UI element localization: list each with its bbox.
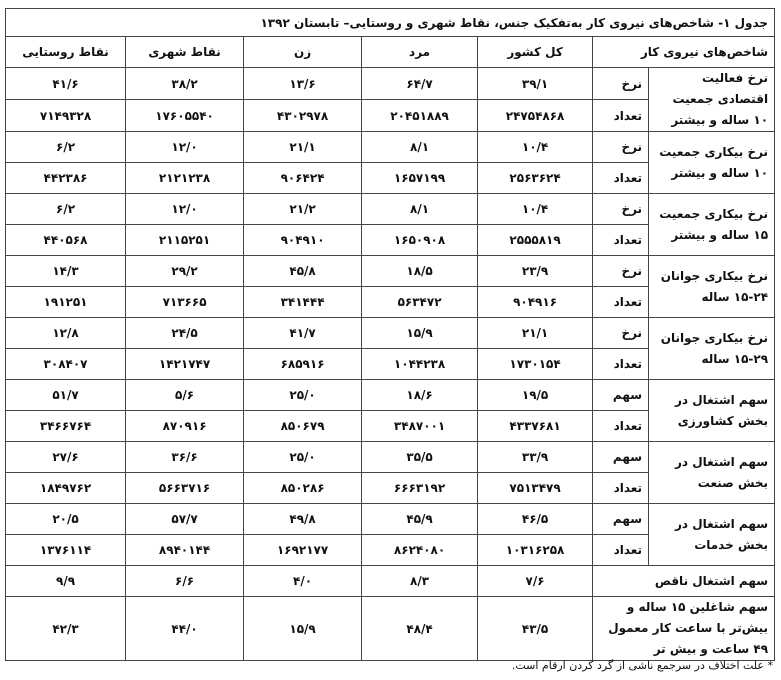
cell-rural: ۱۳۷۶۱۱۴ [6, 535, 126, 566]
cell-total: ۴۳۳۷۶۸۱ [478, 411, 593, 442]
cell-total: ۳۹/۱ [478, 68, 593, 100]
table-row [6, 597, 775, 661]
cell-male: ۱۸/۶ [362, 380, 478, 411]
cell-male: ۱۸/۵ [362, 256, 478, 287]
cell-male: ۴۵/۹ [362, 504, 478, 535]
measure-kind: نرخ [593, 318, 649, 349]
cell-female: ۲۱/۱ [244, 132, 362, 163]
cell-urban: ۱۷۶۰۵۵۴۰ [126, 100, 244, 132]
cell-male: ۱۶۵۷۱۹۹ [362, 163, 478, 194]
cell-total: ۴۳/۵ [478, 597, 593, 661]
cell-urban: ۲۱۱۵۲۵۱ [126, 225, 244, 256]
measure-kind: سهم [593, 380, 649, 411]
cell-urban: ۵/۶ [126, 380, 244, 411]
measure-kind: نرخ [593, 132, 649, 163]
table-row [6, 194, 775, 225]
cell-male: ۱۶۵۰۹۰۸ [362, 225, 478, 256]
header-indicator: شاخص‌های نیروی کار [593, 37, 775, 68]
cell-urban: ۱۴۲۱۷۴۷ [126, 349, 244, 380]
measure-kind: نرخ [593, 256, 649, 287]
cell-rural: ۵۱/۷ [6, 380, 126, 411]
cell-rural: ۱۹۱۲۵۱ [6, 287, 126, 318]
cell-total: ۱۷۳۰۱۵۴ [478, 349, 593, 380]
indicator-label: نرخ بیکاری جمعیت ۱۵ ساله و بیشتر [649, 194, 775, 256]
cell-urban: ۲۹/۲ [126, 256, 244, 287]
cell-rural: ۶/۲ [6, 194, 126, 225]
cell-urban: ۲۴/۵ [126, 318, 244, 349]
cell-total: ۳۳/۹ [478, 442, 593, 473]
cell-total: ۱۰/۴ [478, 194, 593, 225]
table-row [6, 566, 775, 597]
measure-kind: تعداد [593, 349, 649, 380]
indicator-label: نرخ بیکاری جوانان ۲۹-۱۵ ساله [649, 318, 775, 380]
cell-rural: ۴۱/۶ [6, 68, 126, 100]
cell-urban: ۲۱۲۱۲۳۸ [126, 163, 244, 194]
measure-kind: تعداد [593, 225, 649, 256]
table-row [6, 318, 775, 349]
cell-male: ۸/۱ [362, 194, 478, 225]
cell-urban: ۷۱۳۶۶۵ [126, 287, 244, 318]
footnote: * علت اختلاف در سرجمع ناشی از گرد کردن ارقام است. [511, 659, 773, 672]
cell-rural: ۴۴۲۳۸۶ [6, 163, 126, 194]
header-total: کل کشور [478, 37, 593, 68]
cell-male: ۸۶۲۴۰۸۰ [362, 535, 478, 566]
cell-rural: ۳۴۶۶۷۶۴ [6, 411, 126, 442]
measure-kind: تعداد [593, 287, 649, 318]
cell-female: ۴۳۰۲۹۷۸ [244, 100, 362, 132]
cell-male: ۳۴۸۷۰۰۱ [362, 411, 478, 442]
cell-total: ۷۵۱۳۴۷۹ [478, 473, 593, 504]
measure-kind: تعداد [593, 100, 649, 132]
indicator-label: نرخ بیکاری جوانان ۲۴-۱۵ ساله [649, 256, 775, 318]
cell-female: ۴/۰ [244, 566, 362, 597]
table-title: جدول ۱- شاخص‌های نیروی کار به‌تفکیک جنس، نقاط شهری و روستایی– تابستان ۱۳۹۲ [6, 9, 775, 37]
cell-male: ۸/۱ [362, 132, 478, 163]
cell-total: ۲۵۶۳۶۲۴ [478, 163, 593, 194]
labor-force-table [5, 8, 775, 661]
cell-urban: ۸۹۴۰۱۴۴ [126, 535, 244, 566]
cell-total: ۴۶/۵ [478, 504, 593, 535]
header-rural: نقاط روستایی [6, 37, 126, 68]
indicator-label: نرخ فعالیت اقتصادی جمعیت ۱۰ ساله و بیشتر [649, 68, 775, 132]
cell-total: ۷/۶ [478, 566, 593, 597]
indicator-label: سهم اشتغال در بخش صنعت [649, 442, 775, 504]
cell-total: ۲۳/۹ [478, 256, 593, 287]
measure-kind: تعداد [593, 163, 649, 194]
table-row [6, 380, 775, 411]
measure-kind: تعداد [593, 535, 649, 566]
cell-rural: ۲۰/۵ [6, 504, 126, 535]
header-row [6, 37, 775, 68]
table-row [6, 68, 775, 100]
indicator-label: سهم شاغلین ۱۵ ساله و بیش‌تر با ساعت کار معمول ۴۹ ساعت و بیش تر [593, 597, 775, 661]
cell-female: ۸۵۰۶۷۹ [244, 411, 362, 442]
cell-rural: ۷۱۴۹۳۲۸ [6, 100, 126, 132]
cell-male: ۴۸/۴ [362, 597, 478, 661]
cell-female: ۸۵۰۲۸۶ [244, 473, 362, 504]
cell-rural: ۹/۹ [6, 566, 126, 597]
cell-urban: ۱۲/۰ [126, 194, 244, 225]
cell-urban: ۴۴/۰ [126, 597, 244, 661]
cell-female: ۹۰۴۹۱۰ [244, 225, 362, 256]
cell-total: ۱۰۳۱۶۲۵۸ [478, 535, 593, 566]
cell-rural: ۱۴/۳ [6, 256, 126, 287]
table-row [6, 504, 775, 535]
header-urban: نقاط شهری [126, 37, 244, 68]
cell-rural: ۴۲/۳ [6, 597, 126, 661]
cell-male: ۶۴/۷ [362, 68, 478, 100]
cell-female: ۲۵/۰ [244, 442, 362, 473]
cell-rural: ۱۲/۸ [6, 318, 126, 349]
cell-total: ۲۱/۱ [478, 318, 593, 349]
cell-rural: ۳۰۸۴۰۷ [6, 349, 126, 380]
cell-rural: ۶/۲ [6, 132, 126, 163]
cell-male: ۵۶۳۴۷۲ [362, 287, 478, 318]
table-row [6, 442, 775, 473]
cell-male: ۱۰۴۴۲۳۸ [362, 349, 478, 380]
cell-urban: ۱۲/۰ [126, 132, 244, 163]
cell-female: ۳۴۱۴۴۴ [244, 287, 362, 318]
cell-female: ۴۹/۸ [244, 504, 362, 535]
cell-total: ۱۰/۴ [478, 132, 593, 163]
header-female: زن [244, 37, 362, 68]
indicator-label: نرخ بیکاری جمعیت ۱۰ ساله و بیشتر [649, 132, 775, 194]
measure-kind: نرخ [593, 194, 649, 225]
cell-male: ۶۶۶۳۱۹۲ [362, 473, 478, 504]
cell-rural: ۴۴۰۵۶۸ [6, 225, 126, 256]
cell-female: ۲۱/۲ [244, 194, 362, 225]
cell-urban: ۵۷/۷ [126, 504, 244, 535]
cell-total: ۲۴۷۵۴۸۶۸ [478, 100, 593, 132]
cell-female: ۹۰۶۴۲۴ [244, 163, 362, 194]
cell-urban: ۶/۶ [126, 566, 244, 597]
measure-kind: نرخ [593, 68, 649, 100]
cell-male: ۱۵/۹ [362, 318, 478, 349]
cell-urban: ۸۷۰۹۱۶ [126, 411, 244, 442]
cell-female: ۶۸۵۹۱۶ [244, 349, 362, 380]
table-row [6, 132, 775, 163]
cell-urban: ۵۶۶۳۷۱۶ [126, 473, 244, 504]
cell-urban: ۳۸/۲ [126, 68, 244, 100]
cell-total: ۱۹/۵ [478, 380, 593, 411]
cell-total: ۲۵۵۵۸۱۹ [478, 225, 593, 256]
header-male: مرد [362, 37, 478, 68]
cell-male: ۸/۳ [362, 566, 478, 597]
indicator-label: سهم اشتغال ناقص [593, 566, 775, 597]
cell-female: ۱۶۹۲۱۷۷ [244, 535, 362, 566]
measure-kind: تعداد [593, 411, 649, 442]
cell-male: ۲۰۴۵۱۸۸۹ [362, 100, 478, 132]
cell-urban: ۳۶/۶ [126, 442, 244, 473]
table-row [6, 256, 775, 287]
cell-female: ۴۵/۸ [244, 256, 362, 287]
cell-female: ۱۳/۶ [244, 68, 362, 100]
cell-female: ۱۵/۹ [244, 597, 362, 661]
cell-female: ۴۱/۷ [244, 318, 362, 349]
measure-kind: سهم [593, 504, 649, 535]
cell-rural: ۱۸۴۹۷۶۲ [6, 473, 126, 504]
cell-male: ۳۵/۵ [362, 442, 478, 473]
indicator-label: سهم اشتغال در بخش کشاورزی [649, 380, 775, 442]
indicator-label: سهم اشتغال در بخش خدمات [649, 504, 775, 566]
cell-rural: ۲۷/۶ [6, 442, 126, 473]
measure-kind: تعداد [593, 473, 649, 504]
measure-kind: سهم [593, 442, 649, 473]
cell-total: ۹۰۴۹۱۶ [478, 287, 593, 318]
cell-female: ۲۵/۰ [244, 380, 362, 411]
